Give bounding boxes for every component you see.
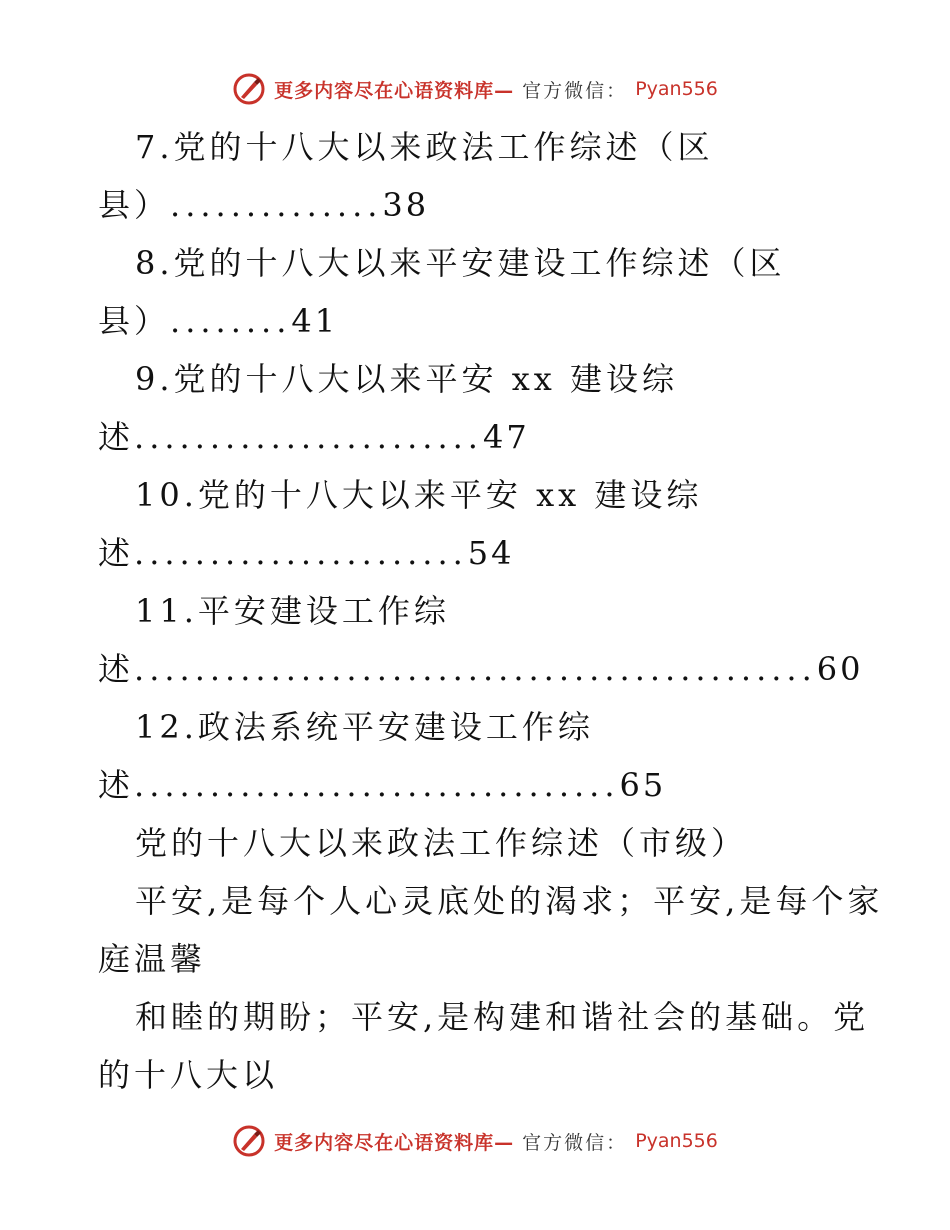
toc-entry-8-dots: ........	[170, 302, 292, 340]
header-banner	[0, 72, 950, 106]
toc-entry-12-page: 65	[619, 766, 667, 804]
toc-entry-7-page: 38	[382, 186, 430, 224]
paragraph-1-line-1: 平安,是每个人心灵底处的渴求；平安,是每个家	[135, 882, 884, 920]
toc-entry-8-tail: 县）	[98, 302, 171, 340]
paragraph-2-line-1: 和睦的期盼；平安,是构建和谐社会的基础。党	[135, 998, 870, 1036]
document-body	[98, 118, 918, 1104]
toc-entry-10-tail: 述	[98, 534, 135, 572]
toc-entry-8-leader	[98, 292, 918, 350]
footer-banner	[0, 1124, 950, 1158]
toc-entry-12-title: 12.政法系统平安建设工作综	[135, 708, 594, 746]
toc-entry-12-dots: ................................	[134, 766, 620, 804]
toc-entry-7-leader	[98, 176, 918, 234]
header-wechat-label: 官方微信：	[522, 79, 628, 102]
article-title: 党的十八大以来政法工作综述（市级）	[135, 824, 748, 862]
footer-wechat-id: Pyan556	[635, 1130, 718, 1152]
paragraph-1-line-2: 庭温馨	[98, 940, 207, 978]
toc-entry-8-page: 41	[291, 302, 339, 340]
footer-brand-text: 更多内容尽在心语资料库—	[274, 1131, 515, 1154]
toc-entry-10-page: 54	[467, 534, 515, 572]
toc-entry-9-leader	[98, 408, 918, 466]
toc-entry-9-title: 9.党的十八大以来平安 xx 建设综	[135, 360, 678, 398]
toc-entry-11-page: 60	[816, 650, 864, 688]
toc-entry-12-tail: 述	[98, 766, 135, 804]
toc-entry-10-dots: ......................	[134, 534, 468, 572]
paragraph-2-line-2: 的十八大以	[98, 1056, 279, 1094]
toc-entry-12-leader	[98, 756, 918, 814]
header-wechat-id: Pyan556	[635, 78, 718, 100]
toc-entry-10-leader	[98, 524, 918, 582]
toc-entry-9-page: 47	[482, 418, 530, 456]
toc-entry-11-tail: 述	[98, 650, 135, 688]
toc-entry-11-leader	[98, 640, 918, 698]
header-brand-text: 更多内容尽在心语资料库—	[274, 79, 515, 102]
toc-entry-11-dots: .............................................	[134, 650, 817, 688]
footer-wechat-label: 官方微信：	[522, 1131, 628, 1154]
toc-entry-10-title: 10.党的十八大以来平安 xx 建设综	[135, 476, 703, 514]
toc-entry-9-dots: .......................	[134, 418, 483, 456]
toc-entry-11-title: 11.平安建设工作综	[135, 592, 450, 630]
toc-entry-9-tail: 述	[98, 418, 135, 456]
toc-entry-7-tail: 县）	[98, 186, 171, 224]
pen-logo-icon	[232, 72, 266, 106]
toc-entry-7-dots: ..............	[170, 186, 383, 224]
pen-logo-icon	[232, 1124, 266, 1158]
toc-entry-8-title: 8.党的十八大以来平安建设工作综述（区	[135, 244, 786, 282]
toc-entry-7-title: 7.党的十八大以来政法工作综述（区	[135, 128, 714, 166]
